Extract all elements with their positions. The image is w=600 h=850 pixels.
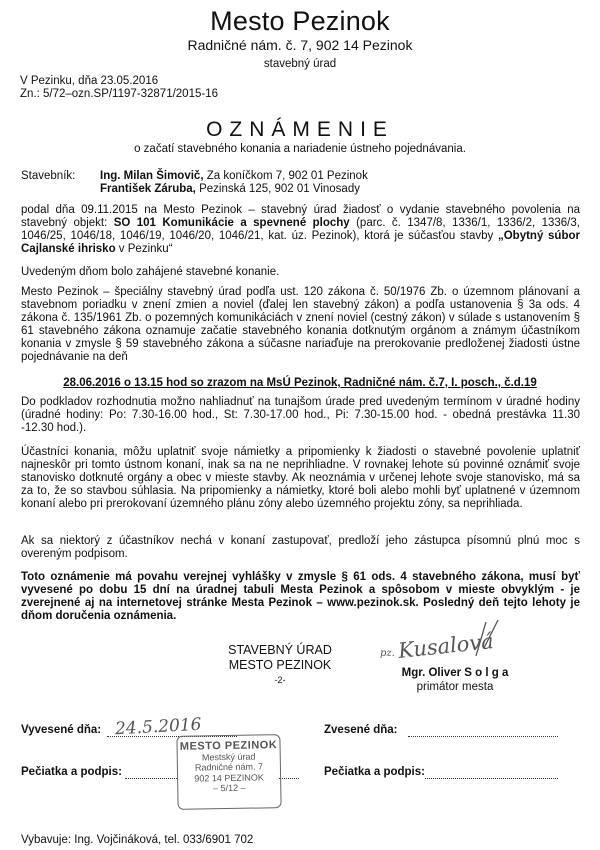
stamp-label-right: Pečiatka a podpis:: [324, 766, 425, 778]
paragraph-public-notice: Toto oznámenie má povahu verejnej vyhlášky v zmysle § 61 ods. 4 stavebného zákona, musí byť vyvesené po dobu 15 dní na úradnej tabuli Mesta Pezinok a spôsobom v mieste obvyklým - je zverejnené aj na internetovej stránke Mesta Pezinok – www.pezinok.sk. Posledný deň tejto lehoty je dňom doručenia oznámenia.: [21, 571, 580, 622]
builder-1-address: Za koníčkom 7, 902 01 Pezinok: [203, 170, 368, 182]
mayor-name: Mgr. Oliver S o l g a: [401, 667, 509, 679]
office-line-1: STAVEBNÝ ÚRAD: [228, 643, 332, 657]
stamp-line-2: Mestský úrad: [201, 751, 256, 762]
handled-by: Vybavuje: Ing. Vojčináková, tel. 033/6901 702: [21, 834, 254, 846]
handwritten-signature: Kusalová: [397, 629, 495, 663]
stamp-line-5: – 5/12 –: [212, 782, 246, 794]
builder-2: [100, 183, 368, 196]
p1-text-a: podal dňa 09.11.2015 na Mesto Pezinok – stavebný úrad žiadosť o vydanie stavebného povolenia na stavebný objekt:: [21, 204, 580, 229]
p1-project: „Obytný súbor Cajlanské ihrisko: [21, 230, 580, 255]
stamp-line-left-b: [279, 778, 299, 779]
paragraph-objections: Účastníci konania, môžu uplatniť svoje námietky a pripomienky k žiadosti o stavebné povolenie uplatniť najneskôr pri tomto ústnom konaní, inak sa na ne neprihliadne. V rovnakej lehote sú povinné oznámiť svoje stanovisko dotknuté orgány a obec v mieste stavby. Ak neoznámia v určenej lehote svoje stanovisko, má sa za to, že so stavbou súhlasia. Na pripomienky a námietky, ktoré boli alebo mohli byť uplatnené v územnom konaní alebo pri prerokovaní územného plánu zóny alebo územného projektu zóny, sa neprihliada.: [21, 446, 580, 510]
removed-line: [408, 736, 558, 737]
paragraph-representation: Ak sa niektorý z účastníkov nechá v konaní zastupovať, predloží jeho zástupca písomnú plnú moc s overeným podpisom.: [21, 535, 580, 560]
paragraph-started: Uvedeným dňom bolo zahájené stavebné konanie.: [21, 266, 280, 278]
place-date: V Pezinku, dňa 23.05.2016: [20, 75, 159, 87]
mayor-block: [370, 666, 540, 694]
p1-object: SO 101 Komunikácie a spevnené plochy: [113, 217, 350, 229]
notice-subtitle: o začatí stavebného konania a nariadenie ústneho pojednávania.: [134, 143, 466, 155]
stamp-label-left: Pečiatka a podpis:: [21, 766, 122, 778]
posted-label: Vyvesené dňa:: [21, 724, 102, 736]
builder-label: Stavebník:: [21, 170, 76, 182]
stamp-line-3: Radničné nám. 7: [194, 761, 264, 773]
builder-2-address: Pezinská 125, 902 01 Vinosady: [195, 183, 360, 195]
removed-label: Zvesené dňa:: [324, 724, 398, 736]
office-name: stavebný úrad: [263, 58, 337, 70]
posted-date-handwritten: 24.5.2016: [114, 714, 202, 740]
builder-list: [100, 170, 368, 196]
office-line-3: -2-: [274, 675, 286, 685]
signature-office: [200, 643, 360, 688]
city-title: Mesto Pezinok: [210, 6, 390, 36]
notice-title: OZNÁMENIE: [206, 118, 394, 141]
paragraph-authority: Mesto Pezinok – špeciálny stavebný úrad podľa ust. 120 zákona č. 50/1976 Zb. o územnom plánovaní a stavebnom poriadku v znení zmien a noviel (ďalej len stavebný zákon) a podľa ustanovenia § 3a ods. 4 zákona č. 135/1961 Zb. o pozemných komunikáciách v znení noviel (cestný zákon) v súlade s ustanovením § 61 stavebného zákona oznamuje začatie stavebného konania dotknutým orgánom a známym účastníkom konania v zmysle § 59 stavebného zákona a súčasne nariaďuje na prerokovanie predloženej žiadosti ústne pojednávanie na deň: [21, 286, 580, 363]
builder-1: [100, 170, 368, 183]
stamp-line-left-a: [125, 778, 177, 779]
signature-initials: pz.: [380, 648, 395, 659]
stamp-line-4: 902 14 PEZINOK: [194, 771, 264, 784]
official-stamp: [176, 734, 281, 810]
signature-stroke: [472, 618, 502, 658]
office-line-2: MESTO PEZINOK: [228, 658, 332, 672]
city-address: Radničné nám. č. 7, 902 14 Pezinok: [187, 37, 413, 53]
builder-1-name: Ing. Milan Šimovič,: [100, 170, 204, 182]
paragraph-application: [21, 204, 580, 256]
builder-2-name: František Záruba,: [100, 183, 196, 195]
p1-text-c: (parc. č. 1347/8, 1336/1, 1336/2, 1336/3, 1046/25, 1046/18, 1046/19, 1046/20, 1046/21, kat. úz. Pezinok), ktorá je súčasťou stavby: [21, 217, 580, 242]
paragraph-office-hours: Do podkladov rozhodnutia možno nahliadnuť na tunajšom úrade pred uvedeným termínom v úradné hodiny (úradné hodiny: Po: 7.30-16.00 hod., St: 7.30-17.00 hod., Pi: 7.30-15.00 hod. - obedná prestávka 11.30 -12.30 hod.).: [21, 396, 580, 434]
hearing-date: 28.06.2016 o 13.15 hod so zrazom na MsÚ Pezinok, Radničné nám. č.7, I. posch., č.d.19: [63, 377, 537, 389]
stamp-line-1: MESTO PEZINOK: [179, 739, 278, 753]
p1-text-e: v Pezinku“: [115, 243, 173, 255]
reference-number: Zn.: 5/72–ozn.SP/1197-32871/2015-16: [20, 88, 218, 100]
mayor-title: primátor mesta: [416, 681, 494, 693]
stamp-line-right: [425, 778, 558, 779]
